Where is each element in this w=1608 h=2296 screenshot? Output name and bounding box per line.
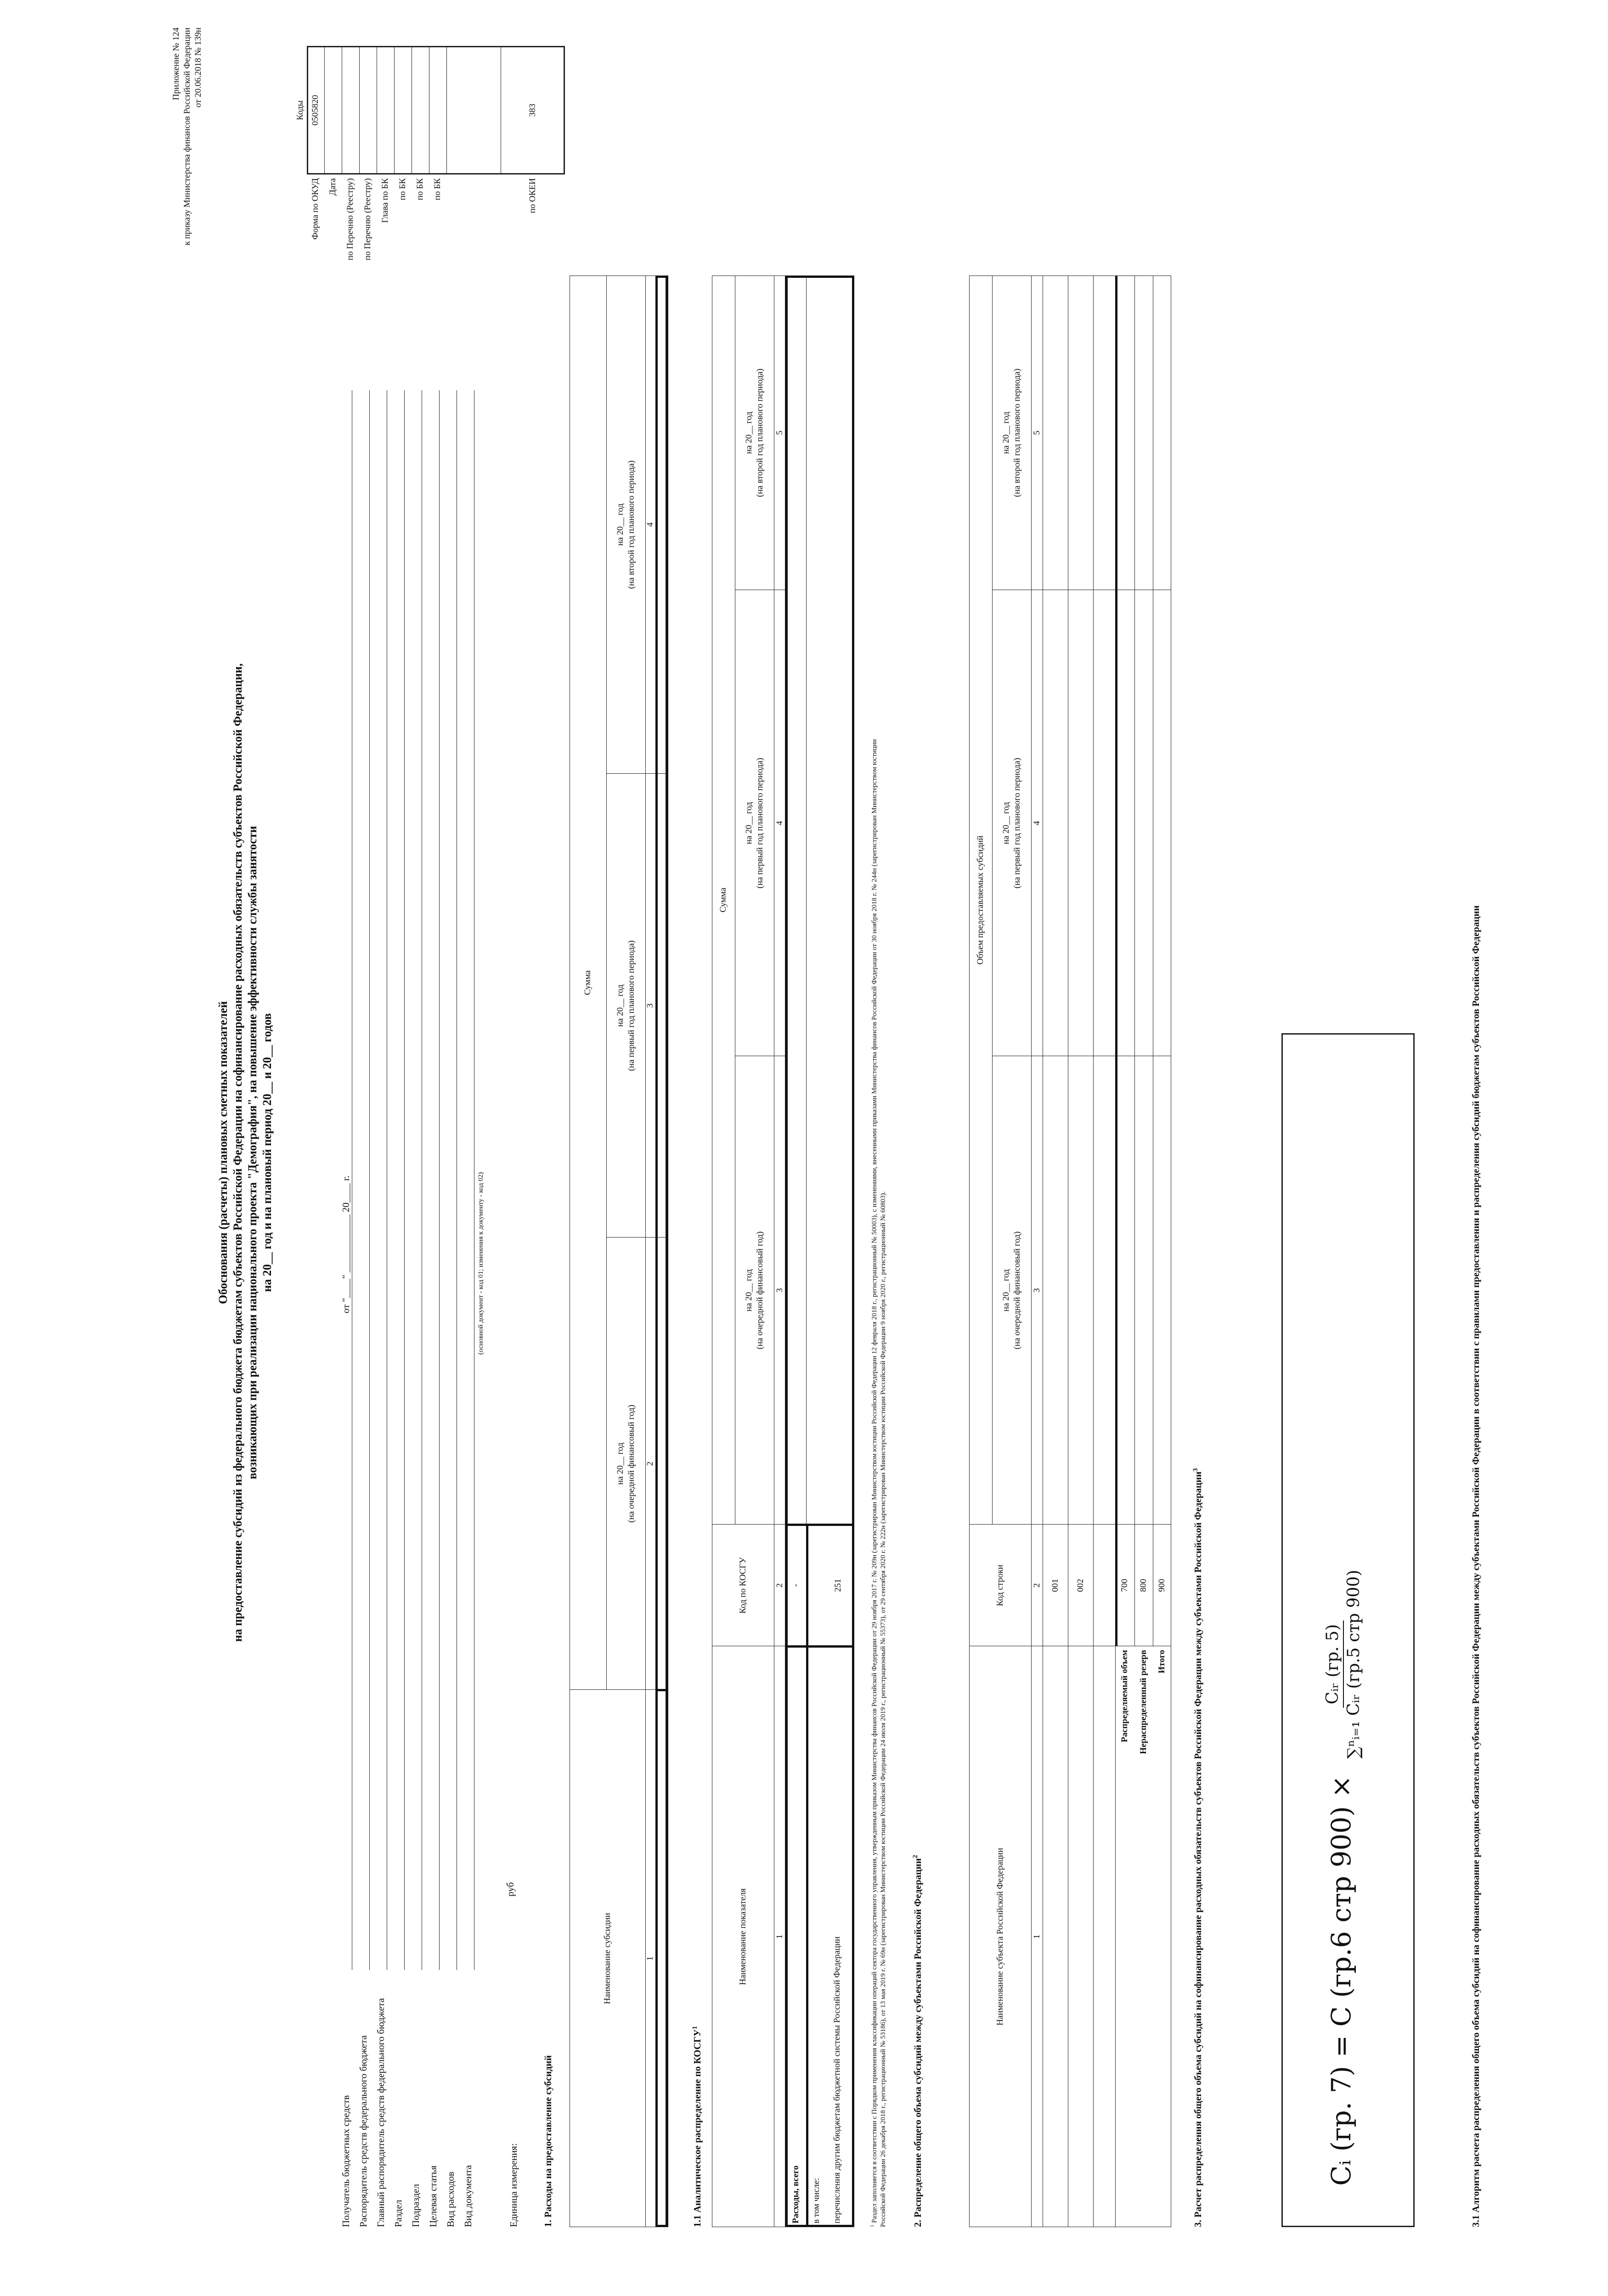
s2-row-total-code: 900 (1157, 1579, 1167, 1592)
section2-title (909, 1855, 924, 2227)
s2-year1-sub: (на очередной финансовый год) (1012, 1231, 1022, 1350)
section3-title-sup: 3 (1192, 1468, 1199, 1472)
codes-value-okei: 383 (528, 103, 537, 117)
s1-col-year2 (606, 774, 645, 1238)
s2-col-vol: Объем предоставляемых субсидий (976, 835, 985, 965)
s11-col-sum: Сумма (718, 888, 728, 912)
s1-col-sum: Сумма (583, 970, 592, 995)
codes-label-chapter: Глава по БК (380, 178, 390, 223)
s1-col-name: Наименование субсидии (602, 1913, 612, 2004)
s1-year2-sub: (на первый год планового периода) (626, 940, 636, 1071)
section11-title-sup: 1 (691, 2026, 699, 2030)
s2-row-distributed-code: 700 (1120, 1579, 1129, 1592)
document-title (216, 326, 275, 1979)
s2-year3-sub: (на второй год планового периода) (1012, 368, 1022, 497)
s2-col-year1 (992, 1056, 1031, 1525)
s2-row-reserve-code: 800 (1139, 1579, 1148, 1592)
s2-row-total-name: Итого (1157, 1650, 1167, 1674)
s11-row-incl-name: в том числе: (811, 2178, 821, 2223)
section11-table (712, 276, 854, 2227)
s2-year2: на 20__ год (1001, 802, 1011, 844)
formula-numerator: Cᵢᵣ (гр. 5) (1323, 1621, 1344, 1708)
s2-col-name: Наименование субъекта Российской Федерации (995, 1848, 1005, 2026)
s11-col-kosgu: Код по КОСГУ (738, 1557, 748, 1614)
field-recipient: Получатель бюджетных средств (340, 2095, 351, 2227)
formula-lhs: Cᵢ (гр. 7) = C (гр.6 стр 900) × (1326, 1775, 1357, 2186)
field-target-article: Целевая статья (428, 2165, 439, 2227)
s1-year1-sub: (на очередной финансовый год) (626, 1405, 636, 1523)
s1-num-4: 4 (645, 522, 655, 527)
codes-label-registry-1: по Перечню (Реестру) (345, 178, 355, 260)
s1-year3: на 20__ год (615, 503, 625, 546)
s11-col-year2 (735, 590, 774, 1056)
s1-year2: на 20__ год (615, 984, 625, 1027)
s2-year2-sub: (на первый год планового периода) (1012, 758, 1022, 889)
section2-table (969, 276, 1171, 2227)
section2-title-sup: 2 (912, 1855, 919, 1858)
section11-title (689, 2026, 703, 2227)
codes-label-bk-3: по БК (433, 178, 442, 201)
footnote-1-sup: 1 (870, 2224, 875, 2227)
s1-num-1: 1 (645, 1956, 655, 1961)
field-chief-manager: Главный распорядитель средств федерального бюджета (375, 1998, 386, 2227)
field-section: Раздел (393, 2200, 404, 2227)
s1-col-year3 (606, 276, 645, 774)
doc-type-note: (основной документ - код 01; изменения к документу - код 02) (477, 1172, 485, 1355)
date-line: от "____" ____________ 20____ г. (340, 1175, 351, 1313)
section3-title-text: 3. Расчет распределения общего объема субсидий на софинансирование расходных обязательств субъектов Российской Федерации между субъектами Российской Федерации (1192, 1471, 1203, 2227)
formula-denominator: ∑ⁿᵢ₌₁ Cᵢᵣ (гр.5 стр 900) (1344, 1570, 1363, 1759)
section31-title: 3.1 Алгоритм расчета распределения общего объема субсидий на софинансирование расходных обязательств субъектов Российской Федерации между субъектами Российской Федерации в соответствии с правилами предоставления и распределения субсидий бюджетам субъектов Российской Федерации (1470, 905, 1481, 2227)
s1-year1: на 20__ год (615, 1442, 625, 1485)
formula-fraction (1323, 1566, 1364, 1762)
title-line-1: Обоснования (расчеты) плановых сметных показателей (216, 1001, 230, 1304)
s11-year3: на 20__ год (744, 411, 754, 454)
s11-year3-sub: (на второй год планового периода) (755, 368, 765, 497)
section3-title (1190, 1468, 1204, 2227)
codes-label-okud: Форма по ОКУД (310, 178, 320, 240)
field-expense-type: Вид расходов (445, 2172, 456, 2227)
field-document-type: Вид документа (463, 2165, 474, 2227)
s11-col-year1 (735, 1056, 774, 1525)
s2-col-year2 (992, 590, 1031, 1056)
s11-num-4: 4 (774, 821, 784, 826)
s2-row-distributed-name: Распределяемый объем (1120, 1650, 1129, 1743)
s2-num-1: 1 (1032, 1934, 1042, 1939)
s1-col-year1 (606, 1238, 645, 1690)
codes-label-bk-1: по БК (398, 178, 407, 201)
s11-year1-sub: (на очередной финансовый год) (755, 1231, 765, 1350)
unit-value: руб (505, 1882, 516, 1896)
s1-year3-sub: (на второй год планового периода) (626, 460, 636, 589)
s2-year3: на 20__ год (1001, 411, 1011, 454)
s2-col-year3 (992, 276, 1031, 590)
section1-title: 1. Расходы на предоставление субсидий (542, 2055, 553, 2227)
s1-num-2: 2 (645, 1461, 655, 1466)
s11-year1: на 20__ год (744, 1269, 754, 1312)
section1-table (570, 276, 666, 2227)
s2-num-5: 5 (1032, 430, 1042, 435)
s11-col-name: Наименование показателя (738, 1888, 748, 1985)
s11-num-2: 2 (774, 1583, 784, 1588)
s2-row-1-code: 001 (1050, 1579, 1060, 1592)
section2-title-text: 2. Распределение общего объема субсидий между субъектами Российской Федерации (912, 1858, 923, 2227)
codes-label-date: Дата (328, 178, 338, 196)
footnote-1-text-b: Российской Федерации 26 декабря 2018 г., регистрационный № 53186), от 13 мая 2019 г. № 69н (зарегистрирован Министерством юстиции Российской Федерации 24 июля 2019 г., регистрационный № 55373), от 29 сентября 2020 г. № 222н (зарегистрирован Министерством юстиции Российской Федерации 9 ноября 2020 г., регистрационный № 60803). (880, 1191, 887, 2227)
s2-row-2-code: 002 (1075, 1579, 1085, 1592)
s2-num-4: 4 (1032, 821, 1042, 826)
footnote-1-text-a: Раздел заполняется в соответствии с Порядком применения классификации операций сектора государственного управления, утвержденным приказом Министерства финансов Российской Федерации от 29 ноября 2017 г. № 209н (зарегистрирован Министерством юстиции Российской Федерации 12 февраля 2018 г., регистрационный № 50003), с изменениями, внесенными приказами Министерства финансов Российской Федерации от 30 ноября 2018 г. № 244н (зарегистрирован Министерством юстиции (871, 739, 878, 2223)
s2-num-2: 2 (1032, 1583, 1042, 1588)
s1-data-row (655, 276, 668, 2227)
field-subsection: Подраздел (410, 2184, 421, 2227)
title-line-4: на 20__ год и на плановый период 20__ и 20__ годов (260, 1013, 274, 1292)
codes-header: Коды (295, 100, 305, 120)
codes-label-registry-2: по Перечню (Реестру) (363, 178, 372, 260)
codes-value-okud: 0505820 (310, 95, 320, 126)
s11-row-total-name: Расходы, всего (790, 2165, 801, 2223)
title-line-2: на предоставление субсидий из федерального бюджета бюджетам субъектов Российской Федерации на софинансирование расходных обязательств субъектов Российской Федерации, (231, 663, 244, 1642)
formula (1323, 1566, 1364, 2186)
s11-row-transfer-name: перечисления другим бюджетам бюджетной системы Российской Федерации (832, 1936, 842, 2223)
appendix-line-1: Приложение № 124 (171, 28, 181, 101)
s11-col-year3 (735, 276, 774, 590)
s11-num-5: 5 (774, 430, 784, 435)
section11-title-text: 1.1 Аналитическое распределение по КОСГУ (692, 2029, 703, 2227)
s11-year2: на 20__ год (744, 802, 754, 844)
appendix-line-2: к приказу Министерства финансов Российской Федерации (182, 28, 192, 246)
s11-year2-sub: (на первый год планового периода) (755, 758, 765, 889)
appendix-line-3: от 20.06.2018 № 139н (193, 28, 203, 108)
appendix-note (171, 28, 204, 266)
unit-label: Единица измерения: (508, 2143, 519, 2227)
s11-num-1: 1 (774, 1934, 784, 1939)
codes-label-okei: по ОКЕИ (528, 178, 537, 214)
title-line-3: возникающих при реализации национального проекта "Демография", на повышение эффективности службы занятости (246, 826, 259, 1480)
footnote-1 (868, 92, 888, 2227)
s11-num-3: 3 (774, 1288, 784, 1293)
s2-row-reserve-name: Нераспределенный резерв (1139, 1650, 1148, 1754)
field-manager: Распорядитель средств федерального бюджета (358, 2035, 369, 2227)
codes-label-bk-2: по БК (415, 178, 425, 201)
s2-col-code: Код строки (995, 1564, 1005, 1606)
s11-row-transfer-code: 251 (833, 1579, 843, 1592)
s2-num-3: 3 (1032, 1288, 1042, 1293)
s11-row-total-code: - (790, 1584, 801, 1587)
s1-num-3: 3 (645, 1003, 655, 1008)
s2-year1: на 20__ год (1001, 1269, 1011, 1312)
